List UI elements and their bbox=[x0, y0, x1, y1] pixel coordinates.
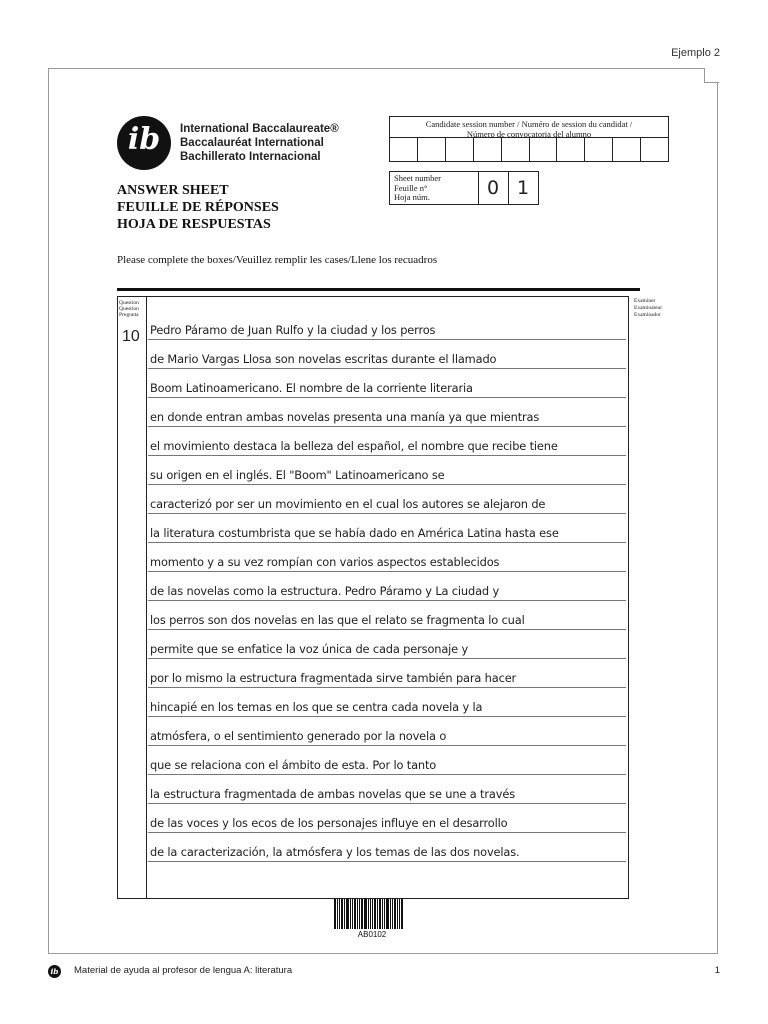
barcode-bar bbox=[394, 899, 396, 929]
barcode-bar bbox=[354, 899, 356, 929]
sheet-number-box bbox=[389, 171, 539, 205]
answer-line-text: caracterizó por ser un movimiento en el cual los autores se alejaron de bbox=[150, 497, 546, 511]
candidate-session-box bbox=[389, 116, 669, 162]
answer-line-text: su origen en el inglés. El "Boom" Latinoamericano se bbox=[150, 468, 445, 482]
barcode-bar bbox=[386, 899, 389, 929]
barcode-bar bbox=[384, 899, 385, 929]
question-column-divider bbox=[146, 296, 147, 899]
answer-line-text: de las voces y los ecos de los personajes influye en el desarrollo bbox=[150, 816, 508, 830]
org-name-fr: Baccalauréat International bbox=[180, 137, 324, 149]
examiner-label-fr: Examinateur bbox=[634, 305, 663, 311]
title-fr: FEUILLE DE RÉPONSES bbox=[117, 200, 279, 215]
answer-line-text: en donde entran ambas novelas presenta una manía ya que mientras bbox=[150, 410, 540, 424]
examiner-label-en: Examiner bbox=[634, 298, 656, 304]
barcode-bar bbox=[339, 899, 340, 929]
barcode-bar bbox=[390, 899, 391, 929]
answer-line bbox=[148, 777, 626, 804]
answer-line-text: permite que se enfatice la voz única de cada personaje y bbox=[150, 642, 469, 656]
answer-line-text: que se relaciona con el ámbito de esta. Por lo tanto bbox=[150, 758, 437, 772]
answer-line bbox=[148, 342, 626, 369]
barcode-bar bbox=[350, 899, 351, 929]
question-column-label bbox=[119, 300, 139, 318]
answer-line bbox=[148, 632, 626, 659]
org-name-en: International Baccalaureate® bbox=[180, 123, 339, 135]
candidate-cell bbox=[641, 138, 668, 161]
answer-line-text: Pedro Páramo de Juan Rulfo y la ciudad y los perros bbox=[150, 323, 436, 337]
answer-line-text: de Mario Vargas Llosa son novelas escritas durante el llamado bbox=[150, 352, 497, 366]
answer-line bbox=[148, 574, 626, 601]
barcode-label: AB0102 bbox=[357, 930, 387, 939]
answer-line-text: la literatura costumbrista que se había dado en América Latina hasta ese bbox=[150, 526, 559, 540]
barcode-bar bbox=[399, 899, 400, 929]
answer-line bbox=[148, 690, 626, 717]
answer-line bbox=[148, 603, 626, 630]
candidate-cell bbox=[613, 138, 641, 161]
barcode-bar bbox=[401, 899, 403, 929]
candidate-label-line2: Número de convocatoria del alumno bbox=[466, 129, 592, 139]
barcode-bar bbox=[359, 899, 360, 929]
barcode-bar bbox=[372, 899, 373, 929]
barcode-bar bbox=[392, 899, 393, 929]
barcode-bar bbox=[382, 899, 383, 929]
barcode-bar bbox=[374, 899, 376, 929]
candidate-cell bbox=[418, 138, 446, 161]
answer-line-text: momento y a su vez rompían con varios aspectos establecidos bbox=[150, 555, 500, 569]
question-label-en: Question bbox=[119, 300, 139, 306]
candidate-cell bbox=[585, 138, 613, 161]
candidate-cell bbox=[502, 138, 530, 161]
barcode-bar bbox=[397, 899, 398, 929]
answer-line-text: de la caracterización, la atmósfera y los temas de las dos novelas. bbox=[150, 845, 520, 859]
header-divider bbox=[117, 288, 640, 291]
barcode bbox=[334, 899, 410, 929]
sheet-digit-1: 0 bbox=[478, 172, 507, 204]
answer-line-text: hincapié en los temas en los que se centra cada novela y la bbox=[150, 700, 483, 714]
question-label-fr: Question bbox=[119, 306, 139, 312]
barcode-bar bbox=[361, 899, 363, 929]
answer-line bbox=[148, 748, 626, 775]
answer-line-text: atmósfera, o el sentimiento generado por la novela o bbox=[150, 729, 447, 743]
answer-line bbox=[148, 661, 626, 688]
barcode-bar bbox=[364, 899, 367, 929]
candidate-label-line1: Candidate session number / Numéro de session du candidat / bbox=[425, 119, 633, 129]
answer-sheet-title bbox=[117, 182, 279, 233]
candidate-number-cells bbox=[390, 137, 668, 161]
footer-ib-logo-icon: ib bbox=[48, 965, 61, 978]
sheet-label-es: Hoja núm. bbox=[394, 192, 430, 202]
barcode-bar bbox=[337, 899, 338, 929]
barcode-bar bbox=[352, 899, 353, 929]
page-fold-corner bbox=[704, 68, 719, 83]
instruction-text: Please complete the boxes/Veuillez remplir les cases/Llene los recuadros bbox=[117, 254, 438, 266]
barcode-bar bbox=[379, 899, 381, 929]
title-en: ANSWER SHEET bbox=[117, 183, 229, 198]
title-es: HOJA DE RESPUESTAS bbox=[117, 217, 271, 232]
barcode-bar bbox=[357, 899, 358, 929]
answer-line-text: de las novelas como la estructura. Pedro Páramo y La ciudad y bbox=[150, 584, 500, 598]
sheet-number-label bbox=[394, 174, 441, 203]
candidate-cell bbox=[446, 138, 474, 161]
candidate-cell bbox=[530, 138, 558, 161]
answer-line bbox=[148, 487, 626, 514]
sheet-label-en: Sheet number bbox=[394, 173, 441, 183]
answer-line-text: por lo mismo la estructura fragmentada sirve también para hacer bbox=[150, 671, 517, 685]
answer-line bbox=[148, 400, 626, 427]
answer-line-text: el movimiento destaca la belleza del español, el nombre que recibe tiene bbox=[150, 439, 558, 453]
example-label: Ejemplo 2 bbox=[671, 47, 720, 59]
question-label-es: Pregunta bbox=[119, 312, 139, 318]
barcode-bar bbox=[334, 899, 336, 929]
barcode-bar bbox=[370, 899, 371, 929]
answer-line bbox=[148, 516, 626, 543]
question-number: 10 bbox=[122, 328, 140, 345]
answer-line bbox=[148, 371, 626, 398]
sheet-digit-2: 1 bbox=[508, 172, 537, 204]
answer-line bbox=[148, 806, 626, 833]
answer-line bbox=[148, 719, 626, 746]
candidate-cell bbox=[557, 138, 585, 161]
candidate-cell bbox=[390, 138, 418, 161]
page-number: 1 bbox=[714, 965, 720, 976]
candidate-cell bbox=[474, 138, 502, 161]
organization-name bbox=[180, 122, 339, 164]
examiner-column-label bbox=[634, 298, 662, 319]
barcode-bar bbox=[341, 899, 343, 929]
examiner-label-es: Examinador bbox=[634, 312, 661, 318]
ib-logo-mark: ib bbox=[127, 122, 161, 157]
answer-line-text: la estructura fragmentada de ambas novelas que se une a través bbox=[150, 787, 515, 801]
footer-text: Material de ayuda al profesor de lengua A: literatura bbox=[74, 965, 293, 976]
barcode-bar bbox=[346, 899, 349, 929]
answer-line bbox=[148, 313, 626, 340]
barcode-bar bbox=[368, 899, 369, 929]
answer-line bbox=[148, 458, 626, 485]
answer-line-text: los perros son dos novelas en las que el relato se fragmenta lo cual bbox=[150, 613, 525, 627]
answer-line bbox=[148, 835, 626, 862]
answer-line-text: Boom Latinoamericano. El nombre de la corriente literaria bbox=[150, 381, 473, 395]
answer-line bbox=[148, 429, 626, 456]
barcode-bar bbox=[377, 899, 378, 929]
barcode-bar bbox=[344, 899, 345, 929]
ib-logo-icon bbox=[117, 116, 171, 170]
candidate-session-label bbox=[390, 119, 668, 139]
answer-line bbox=[148, 545, 626, 572]
org-name-es: Bachillerato Internacional bbox=[180, 151, 321, 163]
sheet-label-fr: Feuille n° bbox=[394, 182, 428, 193]
